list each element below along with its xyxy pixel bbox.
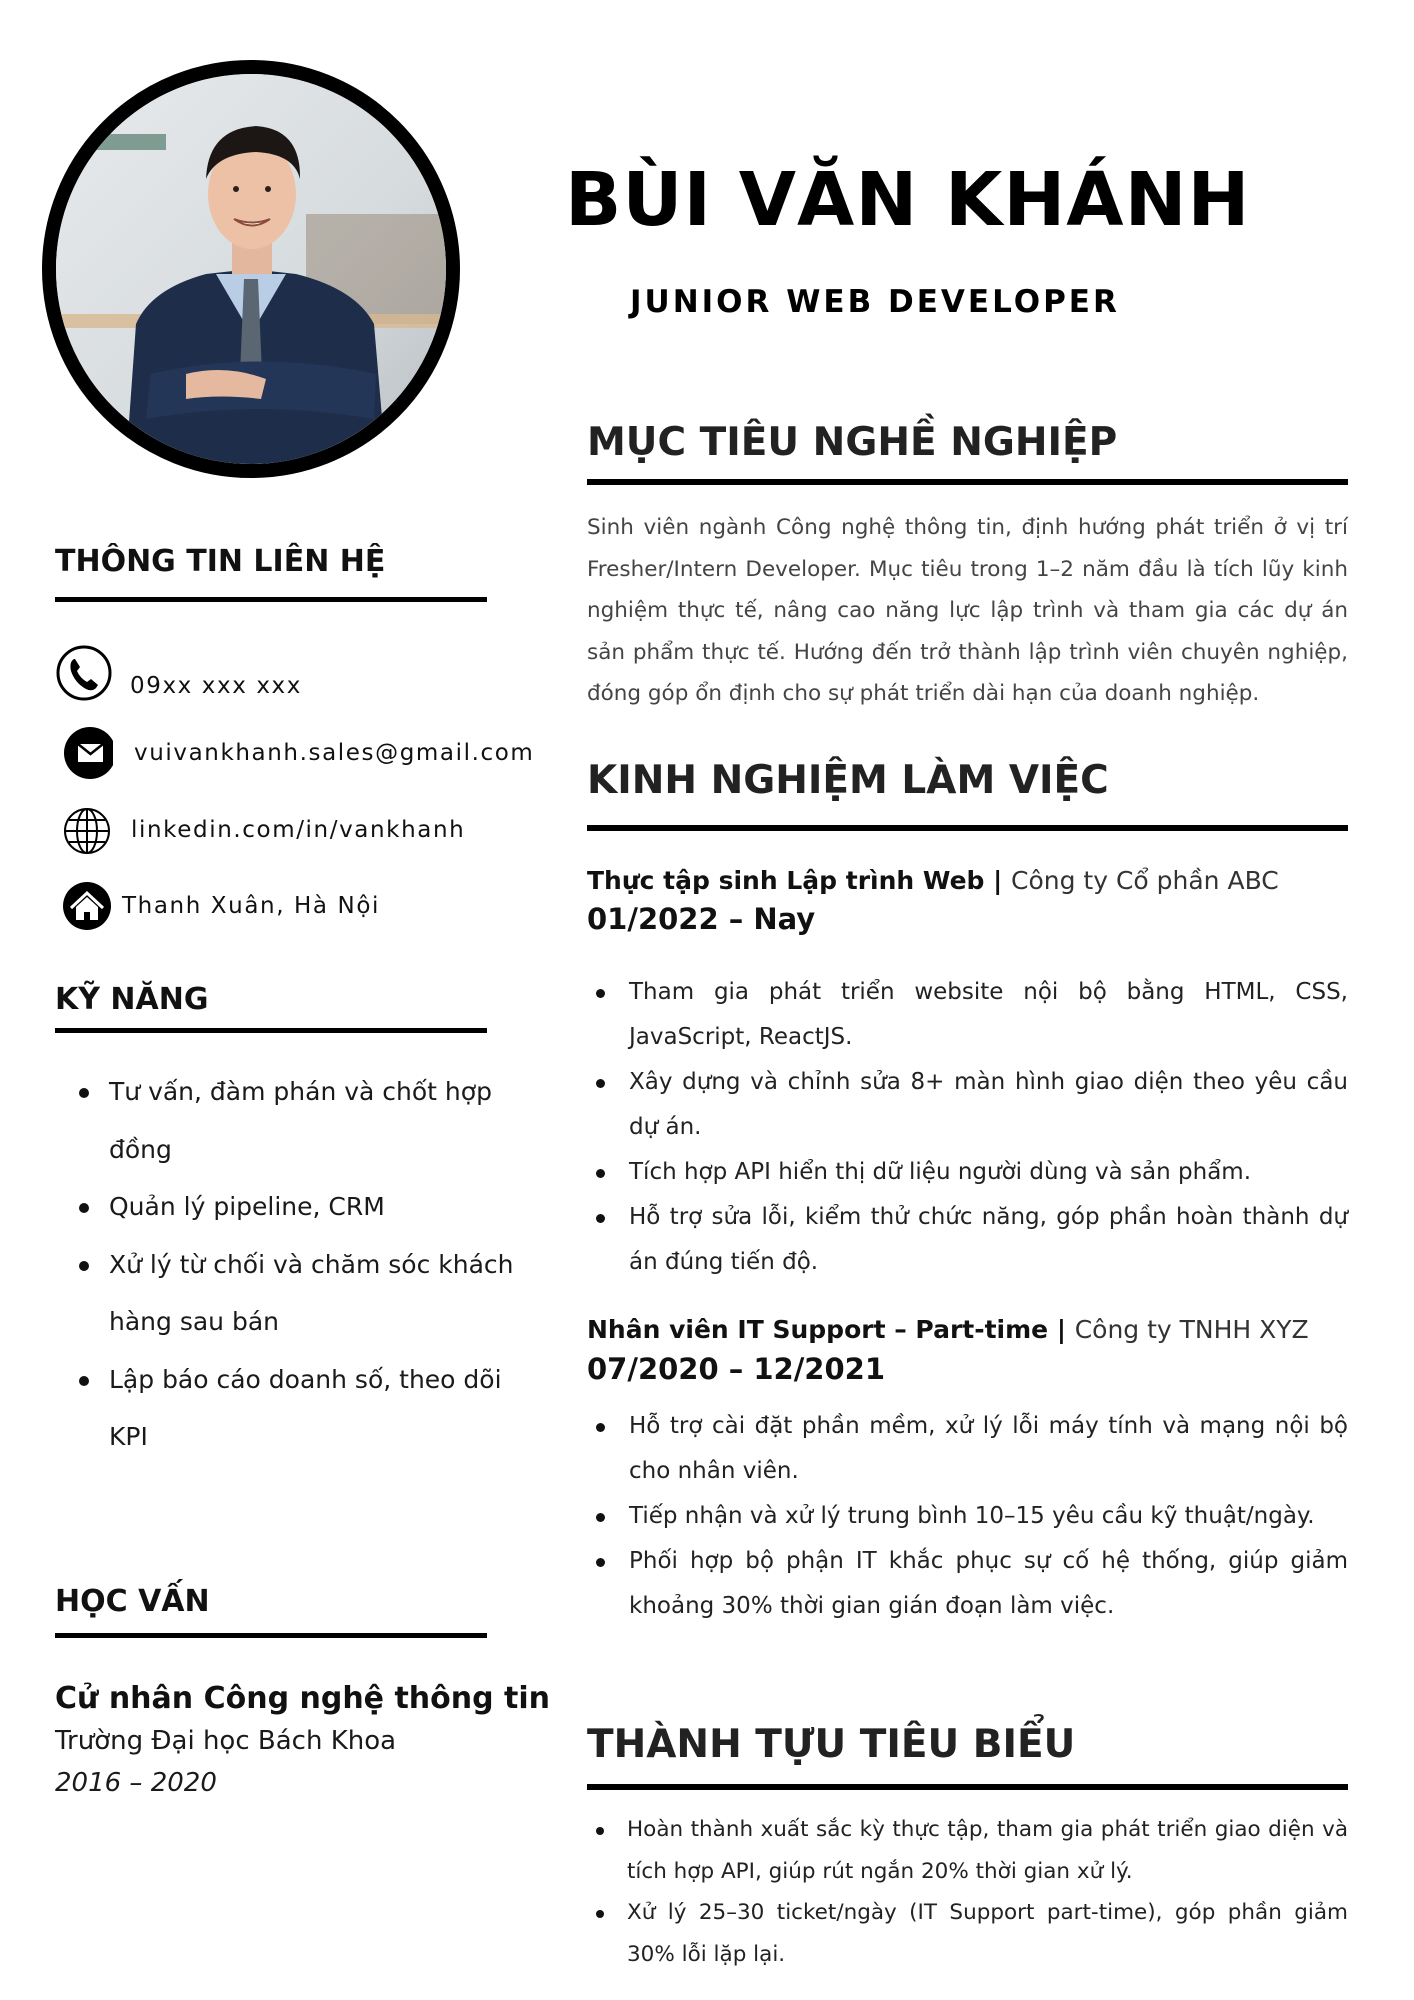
- objective-divider: [587, 479, 1348, 485]
- job-2-date: 07/2020 – 12/2021: [587, 1352, 886, 1386]
- experience-heading: KINH NGHIỆM LÀM VIỆC: [587, 758, 1109, 803]
- job-2-company: Công ty TNHH XYZ: [1074, 1315, 1309, 1344]
- job-2-bullets: [587, 1404, 1348, 1629]
- profile-photo: [42, 60, 460, 478]
- achievements-divider: [587, 1784, 1348, 1790]
- job-1-title-line: [587, 864, 1357, 898]
- job-bullet: Tham gia phát triển website nội bộ bằng HTML, CSS, JavaScript, ReactJS.: [587, 970, 1348, 1060]
- job-bullet: Hỗ trợ cài đặt phần mềm, xử lý lỗi máy tính và mạng nội bộ cho nhân viên.: [587, 1404, 1348, 1494]
- job-1-title: Thực tập sinh Lập trình Web: [587, 866, 985, 895]
- address: Thanh Xuân, Hà Nội: [122, 893, 380, 919]
- education-divider: [55, 1633, 487, 1638]
- degree: Cử nhân Công nghệ thông tin: [55, 1681, 551, 1716]
- portrait-illustration: [56, 74, 446, 464]
- job-bullet: Phối hợp bộ phận IT khắc phục sự cố hệ thống, giúp giảm khoảng 30% thời gian gián đoạn làm việc.: [587, 1539, 1348, 1629]
- achievements-list: [587, 1809, 1348, 1975]
- contact-divider: [55, 597, 487, 602]
- objective-text: Sinh viên ngành Công nghệ thông tin, định hướng phát triển ở vị trí Fresher/Intern Developer. Mục tiêu trong 1–2 năm đầu là tích lũy kinh nghiệm thực tế, nâng cao năng lực lập trình và tham gia các dự án sản phẩm thực tế. Hướng đến trở thành lập trình viên chuyên nghiệp, đóng góp ổn định cho sự phát triển dài hạn của doanh nghiệp.: [587, 515, 1348, 706]
- job-1-date: 01/2022 – Nay: [587, 902, 816, 936]
- job-bullet: Tiếp nhận và xử lý trung bình 10–15 yêu cầu kỹ thuật/ngày.: [587, 1494, 1348, 1539]
- linkedin-url[interactable]: linkedin.com/in/vankhanh: [131, 817, 466, 843]
- skills-heading: KỸ NĂNG: [55, 982, 209, 1017]
- candidate-role: JUNIOR WEB DEVELOPER: [630, 284, 1120, 320]
- contact-email: [55, 723, 534, 783]
- skills-list: [55, 1063, 515, 1466]
- objective-heading: MỤC TIÊU NGHỀ NGHIỆP: [587, 420, 1118, 465]
- experience-divider: [587, 825, 1348, 831]
- phone-icon: [55, 644, 113, 702]
- school-name: Trường Đại học Bách Khoa: [55, 1726, 397, 1756]
- mail-icon: [55, 724, 113, 782]
- globe-icon: [55, 801, 113, 859]
- achievement-item: Hoàn thành xuất sắc kỳ thực tập, tham gia phát triển giao diện và tích hợp API, giúp rút ngắn 20% thời gian xử lý.: [587, 1809, 1348, 1892]
- contact-phone: [55, 643, 302, 703]
- contact-address: [55, 876, 380, 936]
- skills-divider: [55, 1028, 487, 1033]
- phone-number: 09xx xxx xxx: [130, 673, 302, 699]
- skill-item: Lập báo cáo doanh số, theo dõi KPI: [55, 1351, 515, 1466]
- home-icon: [55, 877, 113, 935]
- skill-item: Quản lý pipeline, CRM: [55, 1178, 515, 1236]
- job-2-title-line: [587, 1313, 1357, 1347]
- candidate-name: BÙI VĂN KHÁNH: [565, 157, 1251, 243]
- email-address: vuivankhanh.sales@gmail.com: [134, 740, 535, 766]
- contact-heading: THÔNG TIN LIÊN HỆ: [55, 544, 386, 579]
- skill-item: Xử lý từ chối và chăm sóc khách hàng sau bán: [55, 1236, 515, 1351]
- job-1-bullets: [587, 970, 1348, 1285]
- achievement-item: Xử lý 25–30 ticket/ngày (IT Support part-time), góp phần giảm 30% lỗi lặp lại.: [587, 1892, 1348, 1975]
- study-years: 2016 – 2020: [55, 1768, 217, 1798]
- skill-item: Tư vấn, đàm phán và chốt hợp đồng: [55, 1063, 515, 1178]
- achievements-heading: THÀNH TỰU TIÊU BIỂU: [587, 1722, 1076, 1767]
- job-2-title: Nhân viên IT Support – Part-time: [587, 1315, 1049, 1344]
- job-1-separator: |: [984, 866, 1011, 895]
- job-bullet: Hỗ trợ sửa lỗi, kiểm thử chức năng, góp phần hoàn thành dự án đúng tiến độ.: [587, 1195, 1348, 1285]
- job-2-separator: |: [1048, 1315, 1075, 1344]
- job-bullet: Xây dựng và chỉnh sửa 8+ màn hình giao diện theo yêu cầu dự án.: [587, 1060, 1348, 1150]
- job-bullet: Tích hợp API hiển thị dữ liệu người dùng và sản phẩm.: [587, 1150, 1348, 1195]
- job-1-company: Công ty Cổ phần ABC: [1010, 866, 1279, 895]
- contact-linkedin: [55, 800, 465, 860]
- education-heading: HỌC VẤN: [55, 1584, 210, 1619]
